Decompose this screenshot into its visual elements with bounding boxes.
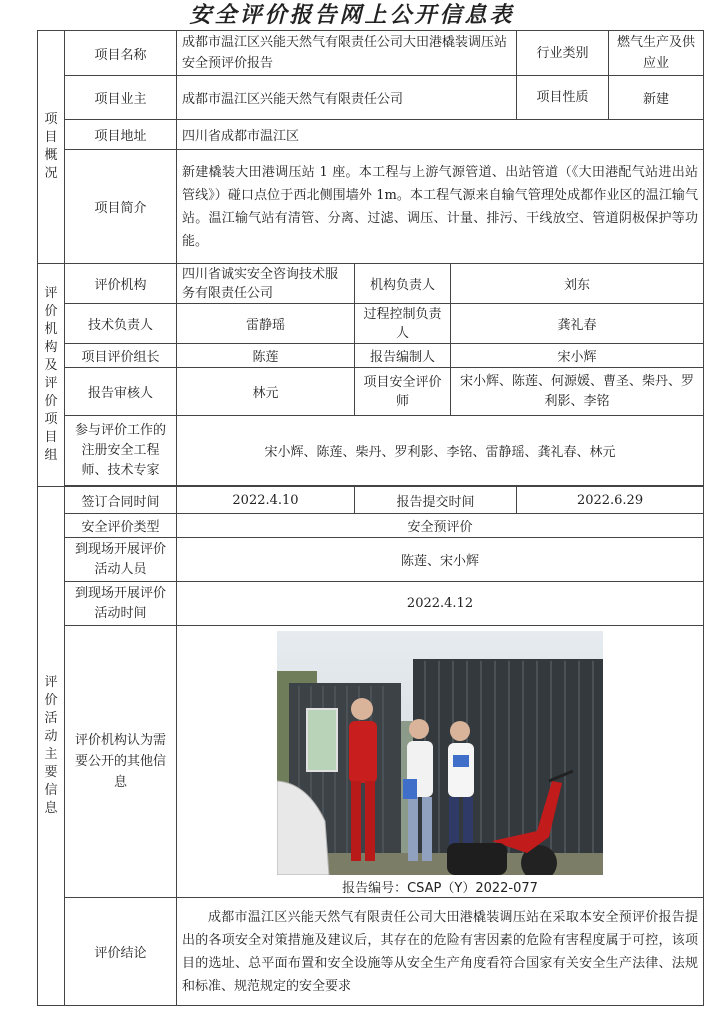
project-name-label: 项目名称 (65, 31, 177, 76)
evaluators-label: 项目安全评价师 (355, 368, 451, 416)
process-value: 龚礼春 (451, 304, 704, 344)
leader-value: 陈莲 (177, 344, 355, 368)
experts-label: 参与评价工作的注册安全工程师、技术专家 (65, 416, 177, 486)
project-name: 成都市温江区兴能天然气有限责任公司大田港橇装调压站安全预评价报告 (177, 31, 517, 76)
conclusion-value: 成都市温江区兴能天然气有限责任公司大田港橇装调压站在采取本安全预评价报告提出的各项安全对策措施及建议后，其存在的危险有害因素的危险有害程度属于可控，该项目的选址、总平面布置和安全设施等从安全生产角度看符合国家有关安全生产法律、法规和标准、规范规定的安全要求 (177, 898, 704, 1006)
industry-value: 燃气生产及供应业 (609, 31, 704, 76)
leader-label: 项目评价组长 (65, 344, 177, 368)
info-table (37, 30, 704, 1006)
contract-label: 签订合同时间 (65, 487, 177, 514)
process-label: 过程控制负责人 (355, 304, 451, 344)
section-activity: 评价活动主要信息 (38, 487, 65, 1006)
conclusion-label: 评价结论 (65, 898, 177, 1006)
date-label: 到现场开展评价活动时间 (65, 582, 177, 626)
owner-value: 成都市温江区兴能天然气有限责任公司 (177, 76, 517, 120)
nature-label: 项目性质 (517, 76, 609, 120)
tech-value: 雷静瑶 (177, 304, 355, 344)
industry-label: 行业类别 (517, 31, 609, 76)
section-agency-team: 评价机构及评价项目组 (38, 264, 65, 487)
owner-label: 项目业主 (65, 76, 177, 120)
site-photo (277, 631, 603, 875)
date-value: 2022.4.12 (177, 582, 704, 626)
experts-value: 宋小辉、陈莲、柴丹、罗利影、李铭、雷静瑶、龚礼春、林元 (177, 416, 704, 486)
org-label: 评价机构 (65, 264, 177, 304)
nature-value: 新建 (609, 76, 704, 120)
staff-label: 到现场开展评价活动人员 (65, 538, 177, 582)
submit-value: 2022.6.29 (517, 487, 704, 514)
address-value: 四川省成都市温江区 (177, 120, 704, 150)
author-label: 报告编制人 (355, 344, 451, 368)
submit-label: 报告提交时间 (355, 487, 517, 514)
evaluators-value: 宋小辉、陈莲、何源媛、曹圣、柴丹、罗利影、李铭 (451, 368, 704, 416)
head-value: 刘东 (451, 264, 704, 304)
reviewer-value: 林元 (177, 368, 355, 416)
other-info-cell (177, 626, 704, 898)
intro-value: 新建橇装大田港调压站 1 座。本工程与上游气源管道、出站管道（《大田港配气站进出站管线》）碰口点位于西北侧围墙外 1m。本工程气源来自输气管理处成都作业区的温江输气站。温江输气站有清管、分离、过滤、调压、计量、排污、干线放空、管道阴极保护等功能。 (177, 150, 704, 264)
intro-label: 项目简介 (65, 150, 177, 264)
address-label: 项目地址 (65, 120, 177, 150)
staff-value: 陈莲、宋小辉 (177, 538, 704, 582)
section-overview: 项目概况 (38, 31, 65, 264)
contract-value: 2022.4.10 (177, 487, 355, 514)
org-value: 四川省诚实安全咨询技术服务有限责任公司 (177, 264, 355, 304)
type-value: 安全预评价 (177, 514, 704, 538)
tech-label: 技术负责人 (65, 304, 177, 344)
page-title: 安全评价报告网上公开信息表 (189, 2, 515, 28)
author-value: 宋小辉 (451, 344, 704, 368)
head-label: 机构负责人 (355, 264, 451, 304)
other-info-label: 评价机构认为需要公开的其他信息 (65, 626, 177, 898)
type-label: 安全评价类型 (65, 514, 177, 538)
report-number: 报告编号：CSAP（Y）2022-077 (342, 881, 538, 896)
reviewer-label: 报告审核人 (65, 368, 177, 416)
